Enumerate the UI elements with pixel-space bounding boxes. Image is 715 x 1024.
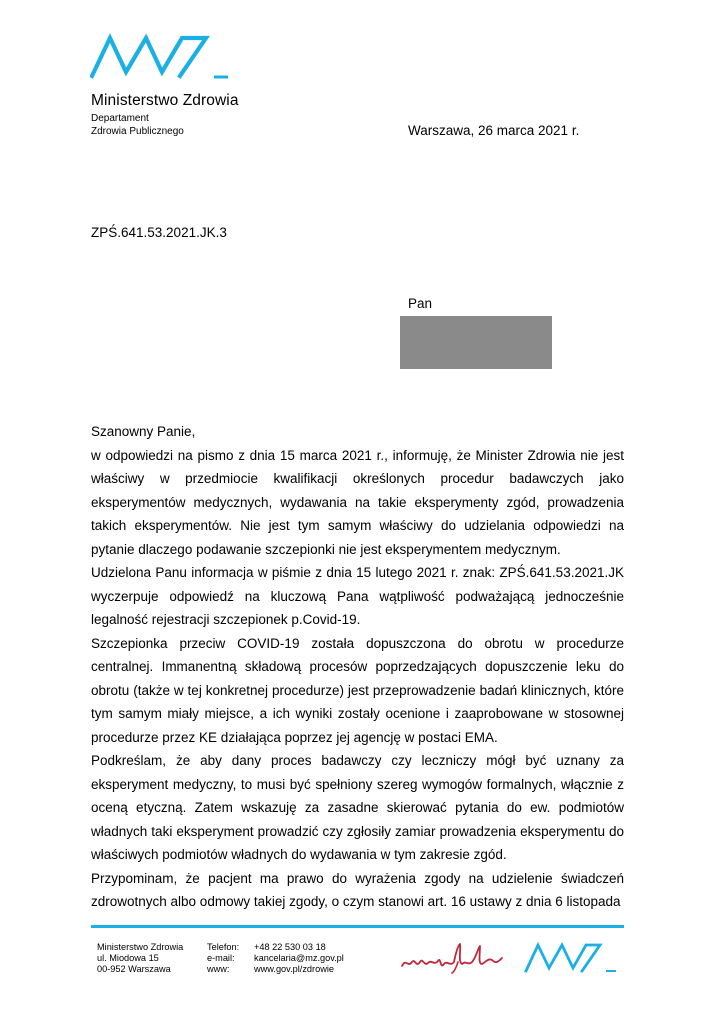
paragraph: Podkreślam, że aby dany proces badawczy czy leczniczy mógł być uznany za eksperyment medyczny, to musi być spełniony szereg wymogów formalnych, włącznie z oceną etyczną. Zatem wskazuję za zasadne skierować pytania do ew. podmiotów władnych taki eksperyment prowadzić czy zgłosiły zamiar prowadzenia eksperymentu do właściwych podmiotów władnych do wydawania w tym zakresie zgód. [91,753,624,862]
contact-value: +48 22 530 03 18 [254,942,326,952]
contact-label: e-mail: [207,953,235,963]
department-line: Departament [91,113,149,124]
contact-www [207,964,344,975]
salutation: Szanowny Panie, [91,424,196,439]
letter-date: Warszawa, 26 marca 2021 r. [408,123,580,138]
paragraph: Przypominam, że pacjent ma prawo do wyrażenia zgody na udzielenie świadczeń zdrowotnych albo odmowy takiej zgody, o czym stanowi art. 16 ustawy z dnia 6 listopada [91,870,624,909]
footer-address-line: 00-952 Warszawa [97,964,171,974]
paragraph: w odpowiedzi na pismo z dnia 15 marca 2021 r., informuję, że Minister Zdrowia nie jest właściwy w przedmiocie kwalifikacji określonych procedur badawczych jako eksperymentów medycznych, wydawania na takie eksperymenty zgód, prowadzenia takich eksperymentów. Nie jest tym samym właściwy do udzielania odpowiedzi na pytanie dlaczego podawanie szczepionki nie jest eksperymentem medycznym. [91,447,624,557]
addressee-label: Pan [408,296,433,311]
contact-value: www.gov.pl/zdrowie [254,964,334,974]
contact-label: www: [207,964,230,974]
contact-value: kancelaria@mz.gov.pl [254,953,344,963]
mz-footer-logo-icon [524,940,620,974]
letter-body [91,420,624,914]
footer-address-line: Ministerstwo Zdrowia [97,942,184,952]
footer-contact [207,942,344,975]
redacted-address [400,316,552,369]
contact-label: Telefon: [207,942,240,952]
department [91,112,184,138]
contact-phone [207,942,344,953]
footer-address [97,942,183,975]
reference-number: ZPŚ.641.53.2021.JK.3 [91,225,227,240]
paragraph: Szczepionka przeciw COVID-19 została dopuszczona do obrotu w procedurze centralnej. Immanentną składową procesów poprzedzających dopuszczenie leku do obrotu (także w tej konkretnej procedurze) jest przeprowadzenie badań klinicznych, które tym samym miały miejsce, a ich wyniki zostały ocenione i zaaprobowane w stosownej procedurze przez KE działająca poprzez jej agencję w postaci EMA. [91,635,624,745]
org-name: Ministerstwo Zdrowia [91,92,239,109]
niepodlegla-signature-icon [398,940,508,974]
mz-logo-icon [90,32,250,80]
footer-address-line: ul. Miodowa 15 [97,953,159,963]
footer-divider [91,925,624,928]
department-line: Zdrowia Publicznego [91,126,184,137]
paragraph: Udzielona Panu informacja w piśmie z dnia 15 lutego 2021 r. znak: ZPŚ.641.53.2021.JK wyczerpuje odpowiedź na kluczową Pana wątpliwość podważającą jednocześnie legalność rejestracji szczepionek p.Covid-19. [91,565,624,627]
contact-email [207,953,344,964]
